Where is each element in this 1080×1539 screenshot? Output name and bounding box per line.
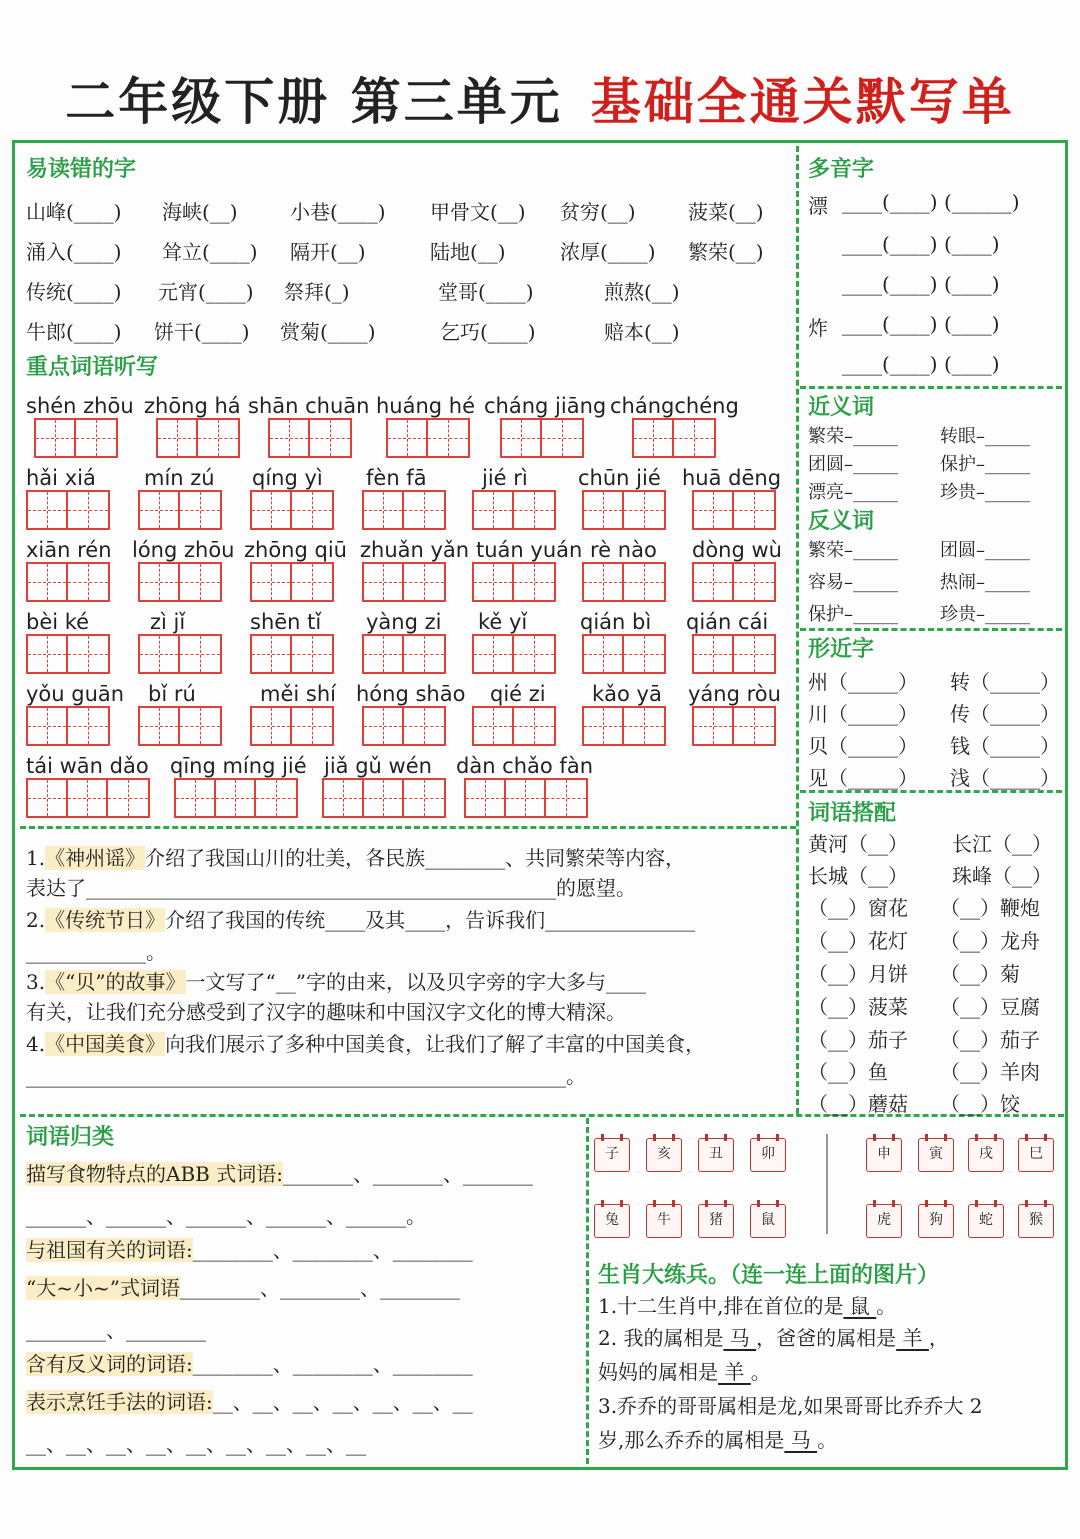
tian-grid[interactable] <box>582 634 666 674</box>
dapei-item: 黄河（__） <box>808 832 908 856</box>
yidu-heading: 易读错的字 <box>26 157 137 182</box>
yidu-item: 乞巧(____) <box>440 320 536 344</box>
tian-grid[interactable] <box>362 562 446 602</box>
divider-fanyi <box>800 628 1062 631</box>
pinyin: yáng ròu <box>688 682 781 706</box>
dapei-item: （__）菊 <box>940 962 1020 986</box>
yidu-item: 传统(____) <box>26 280 122 304</box>
fanyi-item: 繁荣–_____ <box>808 540 898 561</box>
pinyin: huā dēng <box>682 466 782 490</box>
fanyi-item: 保护–_____ <box>808 604 898 625</box>
zodiac-card[interactable]: 兔 <box>594 1204 630 1238</box>
tian-grid[interactable] <box>362 490 446 530</box>
tian-grid[interactable] <box>156 418 240 458</box>
pinyin: huáng hé <box>376 394 476 418</box>
reading-q1-line2: 表达了_______________________________________________的愿望。 <box>26 876 636 900</box>
page-title <box>0 62 1080 134</box>
guilei-line6: 含有反义词的词语:________、________、________ <box>26 1352 473 1376</box>
pinyin: qīng míng jié <box>170 754 307 778</box>
yidu-item: 山峰(____) <box>26 200 122 224</box>
zodiac-card[interactable]: 丑 <box>698 1138 734 1172</box>
title-black: 二年级下册 第三单元 <box>65 73 563 131</box>
pinyin: zhuǎn yǎn <box>360 538 470 562</box>
shengxiao-q2: 2. 我的属相是 马 ，爸爸的属相是 羊 ， <box>598 1326 949 1350</box>
xingjin-item: 转（_____） <box>950 670 1060 694</box>
fanyi-item: 热闹–_____ <box>940 572 1030 593</box>
pinyin: xiān rén <box>26 538 112 562</box>
zodiac-card[interactable]: 虎 <box>866 1204 902 1238</box>
pinyin: hóng shāo <box>356 682 466 706</box>
xingjin-item: 见（_____） <box>808 766 918 790</box>
fanyi-item: 容易–_____ <box>808 572 898 593</box>
tian-grid[interactable] <box>464 778 588 818</box>
tian-grid[interactable] <box>250 562 334 602</box>
tian-grid[interactable] <box>26 562 110 602</box>
zodiac-card[interactable]: 巳 <box>1018 1138 1054 1172</box>
tian-grid[interactable] <box>26 490 110 530</box>
zodiac-card[interactable]: 戌 <box>968 1138 1004 1172</box>
pinyin: chángchéng <box>610 394 739 418</box>
tian-grid[interactable] <box>138 490 222 530</box>
yidu-item: 海峡(__) <box>162 200 238 224</box>
dapei-item: 长江（__） <box>952 832 1052 856</box>
shengxiao-q3-line2: 岁,那么乔乔的属相是 马 。 <box>598 1428 838 1452</box>
pinyin: shén zhōu <box>26 394 134 418</box>
duoyin-blank: ____(____) (______) <box>842 190 1020 214</box>
xingjin-item: 浅（_____） <box>950 766 1060 790</box>
shengxiao-q2-line2: 妈妈的属相是 羊 。 <box>598 1360 771 1384</box>
yidu-item: 饼干(____) <box>154 320 250 344</box>
dapei-item: （__）龙舟 <box>940 929 1040 953</box>
shengxiao-q3: 3.乔乔的哥哥属相是龙,如果哥哥比乔乔大 2 <box>598 1394 983 1418</box>
guilei-line7: 表示烹饪手法的词语:__、__、__、__、__、__、__ <box>26 1390 473 1414</box>
tian-grid[interactable] <box>362 634 446 674</box>
yidu-item: 繁荣(__) <box>688 240 764 264</box>
guilei-line4: “大~小~”式词语________、________、________ <box>26 1276 460 1300</box>
reading-q4: 4.《中国美食》向我们展示了多种中国美食，让我们了解了丰富的中国美食， <box>26 1032 706 1056</box>
dapei-item: （__）饺 <box>940 1092 1020 1116</box>
zodiac-card[interactable]: 寅 <box>918 1138 954 1172</box>
tian-grid[interactable] <box>26 706 110 746</box>
pinyin: lóng zhōu <box>132 538 235 562</box>
tian-grid[interactable] <box>692 562 776 602</box>
pinyin: tuán yuán <box>476 538 583 562</box>
yidu-item: 小巷(____) <box>290 200 386 224</box>
dapei-item: （__）菠菜 <box>808 995 908 1019</box>
tian-grid[interactable] <box>582 490 666 530</box>
tian-grid[interactable] <box>582 562 666 602</box>
pinyin: hǎi xiá <box>26 466 96 490</box>
tian-grid[interactable] <box>472 634 556 674</box>
duoyin-char: 炸 <box>808 316 828 340</box>
yidu-item: 隔开(__) <box>290 240 366 264</box>
zodiac-card[interactable]: 子 <box>594 1138 630 1172</box>
fanyi-item: 珍贵–_____ <box>940 604 1030 625</box>
shengxiao-q1: 1.十二生肖中,排在首位的是 鼠 。 <box>598 1294 897 1318</box>
pinyin: tái wān dǎo <box>26 754 149 778</box>
tian-grid[interactable] <box>138 706 222 746</box>
zodiac-card[interactable]: 牛 <box>646 1204 682 1238</box>
pinyin: zì jǐ <box>150 610 186 634</box>
tian-grid[interactable] <box>386 418 470 458</box>
tian-grid[interactable] <box>692 490 776 530</box>
pinyin: kě yǐ <box>478 610 528 634</box>
duoyin-heading: 多音字 <box>808 157 875 182</box>
dapei-item: （__）茄子 <box>808 1028 908 1052</box>
pinyin: měi shí <box>260 682 336 706</box>
xingjin-item: 传（_____） <box>950 702 1060 726</box>
xingjin-item: 贝（_____） <box>808 734 918 758</box>
xingjin-item: 川（_____） <box>808 702 918 726</box>
yidu-item: 赏菊(____) <box>280 320 376 344</box>
pinyin: qián cái <box>686 610 769 634</box>
tian-grid[interactable] <box>582 706 666 746</box>
pinyin: zhōng há <box>144 394 241 418</box>
dapei-item: 珠峰（__） <box>952 864 1052 888</box>
dapei-item: （__）窗花 <box>808 896 908 920</box>
jinyi-item: 漂亮–_____ <box>808 482 898 503</box>
tian-grid[interactable] <box>26 634 110 674</box>
reading-q1: 1.《神州谣》介绍了我国山川的壮美，各民族________、共同繁荣等内容， <box>26 846 686 870</box>
divider-tingxie <box>20 826 796 829</box>
yidu-item: 甲骨文(__) <box>430 200 526 224</box>
jinyi-item: 繁荣–_____ <box>808 426 898 447</box>
jinyi-heading: 近义词 <box>808 395 875 420</box>
guilei-heading: 词语归类 <box>26 1125 115 1150</box>
duoyin-blank: ____(____) (____) <box>842 312 1000 336</box>
reading-q4-line2: ______________________________________________________。 <box>26 1064 586 1088</box>
dapei-item: （__）鱼 <box>808 1060 888 1084</box>
pinyin: shēn tǐ <box>250 610 322 634</box>
pinyin: bǐ rú <box>148 682 196 706</box>
right-column-divider <box>796 146 799 1114</box>
zodiac-card[interactable]: 狗 <box>918 1204 954 1238</box>
reading-q2-line2: ____________。 <box>26 940 166 964</box>
tian-grid[interactable] <box>250 706 334 746</box>
pinyin: cháng jiāng <box>484 394 607 418</box>
zodiac-card[interactable]: 申 <box>866 1138 902 1172</box>
jinyi-item: 团圆–_____ <box>808 454 898 475</box>
bottom-column-divider <box>586 1118 589 1464</box>
pinyin: fèn fā <box>366 466 427 490</box>
yidu-item: 浓厚(____) <box>560 240 656 264</box>
tian-grid[interactable] <box>138 562 222 602</box>
tian-grid[interactable] <box>26 778 150 818</box>
guilei-line8: __、__、__、__、__、__、__、__、__ <box>26 1432 366 1456</box>
pinyin: qíng yì <box>252 466 323 490</box>
pinyin: dòng wù <box>692 538 782 562</box>
dapei-item: （__）蘑菇 <box>808 1092 908 1116</box>
tian-grid[interactable] <box>174 778 298 818</box>
guilei-line1: 描写食物特点的ABB 式词语:_______、_______、_______ <box>26 1162 533 1186</box>
xingjin-item: 州（_____） <box>808 670 918 694</box>
reading-q3: 3.《“贝”的故事》一文写了“__”字的由来，以及贝字旁的字大多与____ <box>26 970 646 994</box>
tian-grid[interactable] <box>138 634 222 674</box>
fanyi-item: 团圆–_____ <box>940 540 1030 561</box>
jinyi-item: 珍贵–_____ <box>940 482 1030 503</box>
pinyin: mín zú <box>144 466 215 490</box>
yidu-item: 煎熬(__) <box>604 280 680 304</box>
yidu-item: 元宵(____) <box>158 280 254 304</box>
pinyin: jié rì <box>482 466 528 490</box>
shengxiao-heading: 生肖大练兵。（连一连上面的图片） <box>598 1263 940 1288</box>
title-red: 基础全通关默写单 <box>590 73 1015 131</box>
yidu-item: 牛郎(____) <box>26 320 122 344</box>
dapei-item: （__）月饼 <box>808 962 908 986</box>
reading-q3-line2: 有关，让我们充分感受到了汉字的趣味和中国汉字文化的博大精深。 <box>26 1000 626 1024</box>
tian-grid[interactable] <box>692 706 776 746</box>
dapei-item: （__）花灯 <box>808 929 908 953</box>
zodiac-card[interactable]: 卯 <box>750 1138 786 1172</box>
guilei-line5: ________、________ <box>26 1318 206 1342</box>
pinyin: bèi ké <box>26 610 90 634</box>
xingjin-item: 钱（_____） <box>950 734 1060 758</box>
tian-grid[interactable] <box>250 490 334 530</box>
pinyin: dàn chǎo fàn <box>456 754 594 778</box>
dapei-item: 长城（__） <box>808 864 908 888</box>
dapei-item: （__）茄子 <box>940 1028 1040 1052</box>
pinyin: zhōng qiū <box>244 538 347 562</box>
tian-grid[interactable] <box>472 562 556 602</box>
tian-grid[interactable] <box>268 418 352 458</box>
tingxie-heading: 重点词语听写 <box>26 355 159 380</box>
tian-grid[interactable] <box>472 490 556 530</box>
tian-grid[interactable] <box>362 706 446 746</box>
duoyin-blank: ____(____) (____) <box>842 352 1000 376</box>
zodiac-card[interactable]: 猴 <box>1018 1204 1054 1238</box>
yidu-item: 赔本(__) <box>604 320 680 344</box>
yidu-item: 涌入(____) <box>26 240 122 264</box>
pinyin: qié zi <box>490 682 546 706</box>
zodiac-card[interactable]: 鼠 <box>750 1204 786 1238</box>
duoyin-char: 漂 <box>808 194 828 218</box>
zodiac-card[interactable]: 蛇 <box>968 1204 1004 1238</box>
jinyi-item: 转眼–_____ <box>940 426 1030 447</box>
duoyin-blank: ____(____) (____) <box>842 272 1000 296</box>
yidu-item: 菠菜(__) <box>688 200 764 224</box>
pinyin: shān chuān <box>248 394 370 418</box>
pinyin: yàng zi <box>366 610 442 634</box>
yidu-item: 祭拜(_) <box>284 280 350 304</box>
pinyin: jiǎ gǔ wén <box>324 754 432 778</box>
dapei-item: （__）鞭炮 <box>940 896 1040 920</box>
tian-grid[interactable] <box>692 634 776 674</box>
duoyin-blank: ____(____) (____) <box>842 232 1000 256</box>
pinyin: qián bì <box>580 610 652 634</box>
fanyi-heading: 反义词 <box>808 509 875 534</box>
tian-grid[interactable] <box>34 418 118 458</box>
dapei-heading: 词语搭配 <box>808 801 897 826</box>
divider-duoyin <box>800 386 1062 389</box>
tian-grid[interactable] <box>472 706 556 746</box>
guilei-line3: 与祖国有关的词语:________、________、________ <box>26 1238 473 1262</box>
dapei-item: （__）羊肉 <box>940 1060 1040 1084</box>
zodiac-card[interactable]: 亥 <box>646 1138 682 1172</box>
yidu-item: 堂哥(____) <box>438 280 534 304</box>
guilei-line2: ______、______、______、______、______。 <box>26 1204 426 1228</box>
yidu-item: 耸立(____) <box>162 240 258 264</box>
pinyin: kǎo yā <box>592 682 662 706</box>
tian-grid[interactable] <box>322 778 446 818</box>
cards-divider <box>826 1134 828 1234</box>
reading-q2: 2.《传统节日》介绍了我国的传统____及其____，告诉我们_______________ <box>26 908 696 932</box>
tian-grid[interactable] <box>250 634 334 674</box>
yidu-item: 陆地(__) <box>430 240 506 264</box>
pinyin: yǒu guān <box>26 682 125 706</box>
pinyin: chūn jié <box>578 466 661 490</box>
yidu-item: 贫穷(__) <box>560 200 636 224</box>
zodiac-card[interactable]: 猪 <box>698 1204 734 1238</box>
dapei-item: （__）豆腐 <box>940 995 1040 1019</box>
xingjin-heading: 形近字 <box>808 637 875 662</box>
tian-grid[interactable] <box>632 418 716 458</box>
pinyin: rè nào <box>590 538 657 562</box>
jinyi-item: 保护–_____ <box>940 454 1030 475</box>
tian-grid[interactable] <box>500 418 584 458</box>
